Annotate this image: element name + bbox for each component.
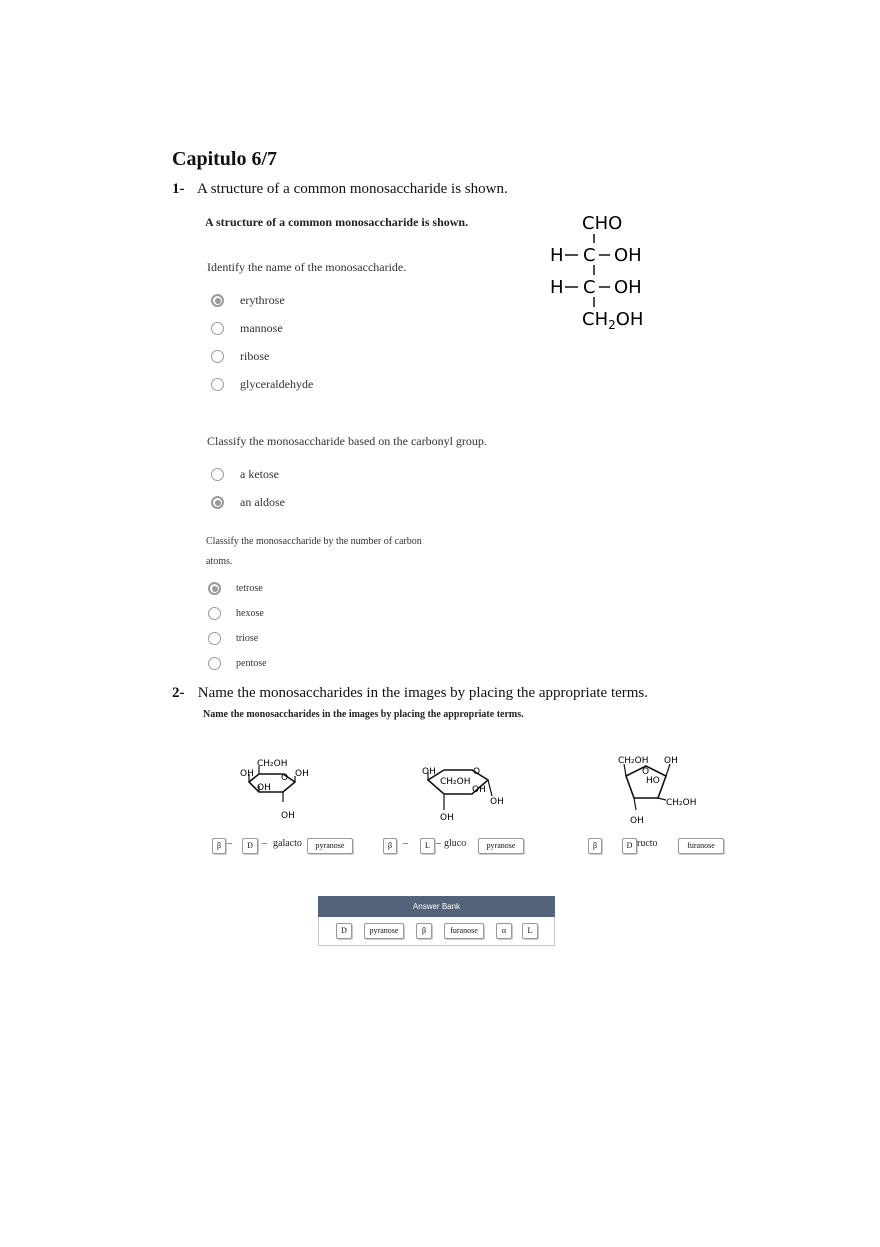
radio-selected-icon[interactable] bbox=[208, 582, 221, 595]
radio-icon[interactable] bbox=[208, 607, 221, 620]
root-galacto: galacto bbox=[273, 838, 302, 849]
option-triose[interactable]: triose bbox=[208, 632, 258, 645]
svg-text:OH: OH bbox=[630, 816, 644, 826]
svg-text:OH: OH bbox=[472, 785, 486, 795]
question-1-number: 1- bbox=[172, 181, 185, 197]
svg-text:OH: OH bbox=[422, 767, 436, 777]
bank-item-furanose[interactable]: furanose bbox=[444, 923, 484, 939]
radio-icon[interactable] bbox=[211, 350, 224, 363]
dash: – bbox=[403, 838, 408, 849]
option-aldose[interactable]: an aldose bbox=[211, 495, 285, 510]
dash: – bbox=[227, 838, 232, 849]
svg-text:O: O bbox=[473, 767, 481, 777]
radio-selected-icon[interactable] bbox=[211, 496, 224, 509]
part-b-prompt: Classify the monosaccharide based on the carbonyl group. bbox=[207, 434, 487, 448]
slot-ring-1[interactable]: pyranose bbox=[307, 838, 353, 854]
option-erythrose[interactable]: erythrose bbox=[211, 293, 285, 308]
answer-bank-header: Answer Bank bbox=[318, 896, 555, 917]
bank-item-pyranose[interactable]: pyranose bbox=[364, 923, 404, 939]
svg-text:CH₂OH: CH₂OH bbox=[666, 798, 697, 808]
galactopyranose-structure bbox=[235, 752, 315, 822]
slot-anomer-1[interactable]: β bbox=[212, 838, 226, 854]
svg-text:OH: OH bbox=[490, 797, 504, 807]
svg-text:OH: OH bbox=[440, 813, 454, 823]
slot-config-3[interactable]: D bbox=[622, 838, 637, 854]
svg-text:O: O bbox=[642, 767, 650, 777]
slot-ring-3[interactable]: furanose bbox=[678, 838, 724, 854]
part-a-prompt: Identify the name of the monosaccharide. bbox=[207, 260, 407, 274]
structure-row1-oh: OH bbox=[614, 245, 642, 266]
radio-icon[interactable] bbox=[211, 468, 224, 481]
slot-config-2[interactable]: L bbox=[420, 838, 435, 854]
svg-text:CH₂OH: CH₂OH bbox=[257, 759, 288, 769]
page-title: Capitulo 6/7 bbox=[172, 148, 278, 170]
dash: – bbox=[436, 838, 441, 849]
option-ketose[interactable]: a ketose bbox=[211, 467, 279, 482]
answer-bank bbox=[318, 917, 555, 946]
svg-text:OH: OH bbox=[295, 769, 309, 779]
q2-shot-heading: Name the monosaccharides in the images by placing the appropriate terms. bbox=[203, 709, 524, 720]
structure-row2-h: H bbox=[550, 277, 564, 298]
radio-icon[interactable] bbox=[211, 322, 224, 335]
root-gluco: gluco bbox=[444, 838, 467, 849]
svg-text:O: O bbox=[281, 773, 289, 783]
slot-config-1[interactable]: D bbox=[242, 838, 258, 854]
radio-selected-icon[interactable] bbox=[211, 294, 224, 307]
slot-anomer-3[interactable]: β bbox=[588, 838, 602, 854]
structure-row2-oh: OH bbox=[614, 277, 642, 298]
radio-icon[interactable] bbox=[208, 632, 221, 645]
option-ribose[interactable]: ribose bbox=[211, 349, 269, 364]
option-glyceraldehyde[interactable]: glyceraldehyde bbox=[211, 377, 313, 392]
fischer-projection bbox=[540, 205, 660, 335]
bank-item-l[interactable]: L bbox=[522, 923, 538, 939]
root-fructo: ructo bbox=[637, 838, 658, 849]
svg-text:CH₂OH: CH₂OH bbox=[618, 756, 649, 766]
svg-text:OH: OH bbox=[240, 769, 254, 779]
fructofuranose-structure bbox=[612, 752, 704, 828]
radio-icon[interactable] bbox=[208, 657, 221, 670]
bank-item-alpha[interactable]: α bbox=[496, 923, 512, 939]
q1-shot-heading: A structure of a common monosaccharide is shown. bbox=[205, 215, 469, 229]
svg-text:OH: OH bbox=[664, 756, 678, 766]
part-c-prompt: Classify the monosaccharide by the number of carbon atoms. bbox=[206, 536, 422, 567]
option-mannose[interactable]: mannose bbox=[211, 321, 283, 336]
slot-anomer-2[interactable]: β bbox=[383, 838, 397, 854]
slot-ring-2[interactable]: pyranose bbox=[478, 838, 524, 854]
svg-text:CH₂OH: CH₂OH bbox=[440, 777, 471, 787]
question-1-text: A structure of a common monosaccharide is shown. bbox=[196, 181, 508, 197]
option-hexose[interactable]: hexose bbox=[208, 607, 264, 620]
dash: – bbox=[262, 838, 267, 849]
option-pentose[interactable]: pentose bbox=[208, 657, 267, 670]
structure-bottom: $CH_2OH$ bbox=[582, 309, 644, 332]
svg-text:OH: OH bbox=[257, 783, 271, 793]
structure-row1-c: C bbox=[583, 245, 596, 266]
question-2-text: Name the monosaccharides in the images by placing the appropriate terms. bbox=[197, 685, 649, 701]
bank-item-beta[interactable]: β bbox=[416, 923, 432, 939]
option-tetrose[interactable]: tetrose bbox=[208, 582, 263, 595]
bank-item-d[interactable]: D bbox=[336, 923, 352, 939]
structure-row2-c: C bbox=[583, 277, 596, 298]
svg-text:HO: HO bbox=[646, 776, 660, 786]
question-2-number: 2- bbox=[172, 685, 185, 701]
radio-icon[interactable] bbox=[211, 378, 224, 391]
svg-text:OH: OH bbox=[281, 811, 295, 821]
structure-top: CHO bbox=[582, 213, 623, 234]
glucopyranose-structure bbox=[418, 762, 508, 826]
structure-row1-h: H bbox=[550, 245, 564, 266]
question-2 bbox=[172, 685, 648, 702]
question-1 bbox=[172, 181, 508, 198]
